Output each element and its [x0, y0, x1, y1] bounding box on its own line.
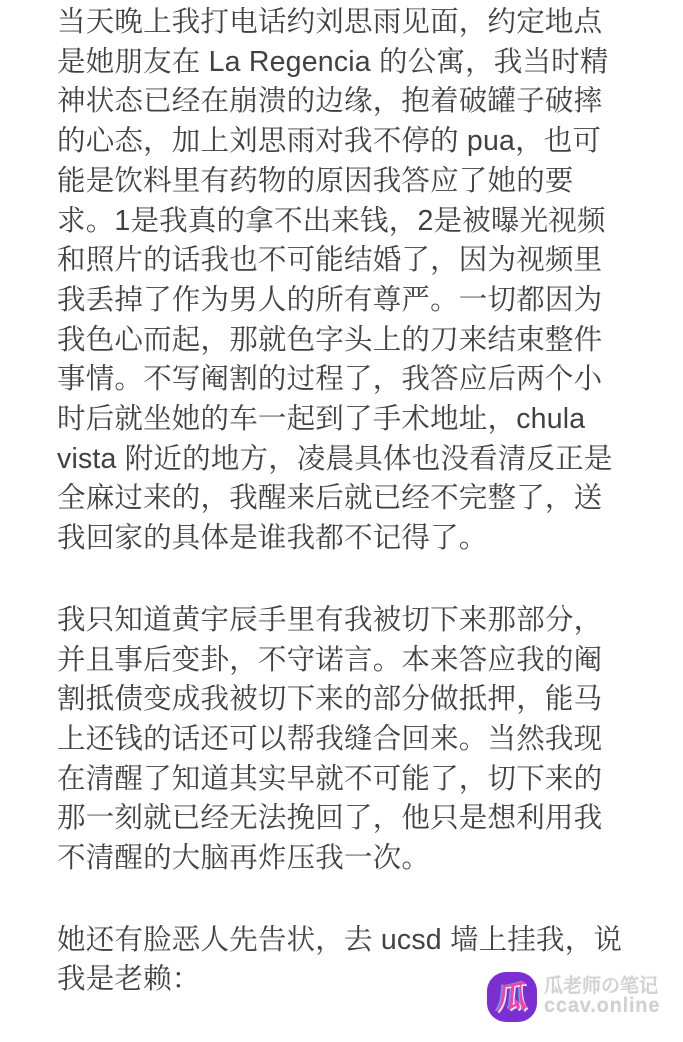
- watermark: [487, 972, 660, 1022]
- text-line: 神状态已经在崩溃的边缘，抱着破罐子破摔: [57, 85, 603, 118]
- text-line: 能是饮料里有药物的原因我答应了她的要: [57, 164, 574, 197]
- text-line: 上还钱的话还可以帮我缝合回来。当然我现: [57, 722, 603, 755]
- paragraph: [57, 3, 635, 559]
- watermark-logo: [487, 972, 537, 1022]
- text-line: 她还有脸恶人先告状，去 ucsd 墙上挂我，说: [57, 923, 623, 956]
- text-line: 在清醒了知道其实早就不可能了，切下来的: [57, 762, 603, 795]
- text-line: 并且事后变卦，不守诺言。本来答应我的阉: [57, 643, 603, 676]
- text-line: 我色心而起，那就色字头上的刀来结束整件: [57, 323, 603, 356]
- text-line: vista 附近的地方，凌晨具体也没看清反正是: [57, 442, 613, 475]
- text-line: 不清醒的大脑再炸压我一次。: [57, 842, 431, 875]
- text-line: 是她朋友在 La Regencia 的公寓，我当时精: [57, 45, 609, 78]
- text-line: 我只知道黄宇辰手里有我被切下来那部分，: [57, 603, 603, 636]
- text-line: 我是老赖：: [57, 963, 201, 996]
- watermark-site-url: ccav.online: [544, 995, 661, 1018]
- watermark-site-name: 瓜老师の笔记: [544, 975, 659, 997]
- paragraph: [57, 601, 635, 879]
- article-text: [57, 3, 635, 1042]
- text-line: 的心态，加上刘思雨对我不停的 pua，也可: [57, 125, 602, 158]
- text-line: 和照片的话我也不可能结婚了，因为视频里: [57, 244, 603, 277]
- text-line: 那一刻就已经无法挽回了，他只是想利用我: [57, 802, 603, 835]
- text-line: 全麻过来的，我醒来后就已经不完整了，送: [57, 482, 603, 515]
- text-line: 我丢掉了作为男人的所有尊严。一切都因为: [57, 283, 603, 316]
- text-line: 时后就坐她的车一起到了手术地址，chula: [57, 403, 586, 436]
- text-line: 我回家的具体是谁我都不记得了。: [57, 522, 488, 555]
- text-line: 割抵债变成我被切下来的部分做抵押，能马: [57, 683, 603, 716]
- text-line: 求。1是我真的拿不出来钱，2是被曝光视频: [57, 204, 606, 237]
- melon-icon: 瓜: [494, 978, 530, 1016]
- text-line: 当天晚上我打电话约刘思雨见面，约定地点: [57, 6, 603, 38]
- watermark-text: [544, 977, 660, 1018]
- text-line: 事情。不写阉割的过程了，我答应后两个小: [57, 363, 603, 396]
